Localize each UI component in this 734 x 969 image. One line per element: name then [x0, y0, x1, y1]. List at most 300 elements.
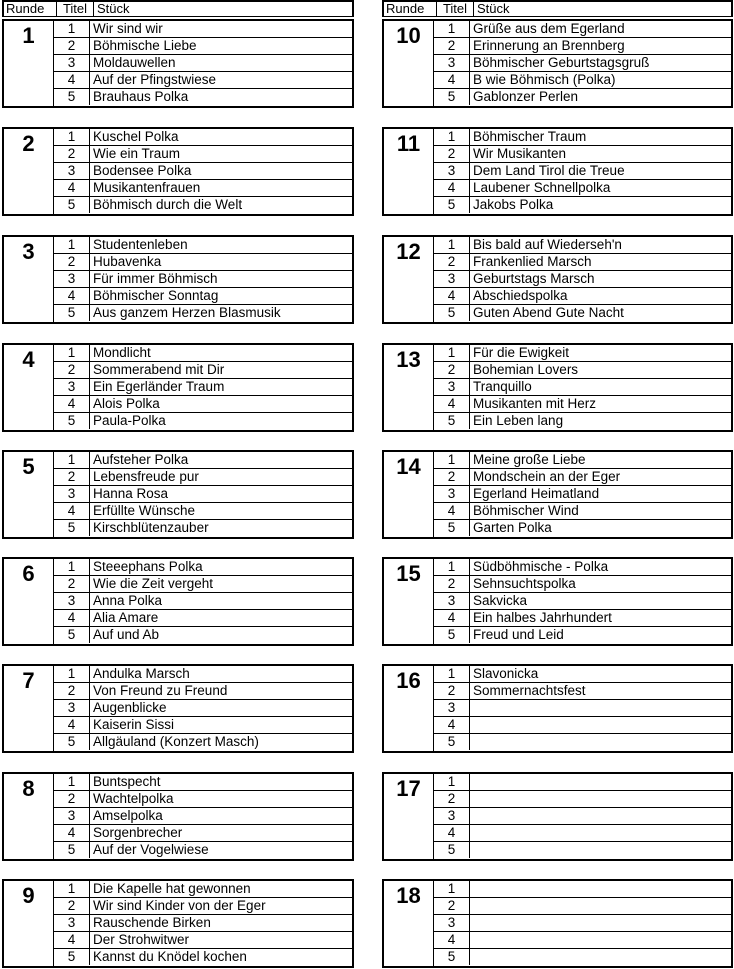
- title-number: 3: [54, 593, 90, 609]
- piece-title: Moldauwellen: [93, 55, 176, 70]
- piece-title: Lebensfreude pur: [93, 469, 199, 484]
- title-number: 2: [54, 576, 90, 592]
- table-row: [434, 881, 731, 898]
- piece-title: Bis bald auf Wiederseh'n: [473, 237, 622, 252]
- title-number: 2: [434, 898, 470, 914]
- table-row: [54, 89, 352, 105]
- piece-title: Bohemian Lovers: [473, 362, 579, 377]
- title-number: 3: [434, 915, 470, 931]
- piece-title: Augenblicke: [93, 700, 167, 715]
- title-number: 3: [54, 808, 90, 824]
- table-row: [434, 559, 731, 576]
- piece-title: Alois Polka: [93, 396, 160, 411]
- title-number: 2: [54, 791, 90, 807]
- table-row: [54, 129, 352, 146]
- table-row: [434, 180, 731, 197]
- title-number: 5: [434, 842, 470, 858]
- title-number: 5: [434, 949, 470, 965]
- title-number: 3: [54, 915, 90, 931]
- piece-title: Tranquillo: [473, 379, 532, 394]
- round-block: [2, 450, 354, 539]
- piece-title: Auf und Ab: [93, 627, 160, 642]
- title-number: 4: [54, 932, 90, 948]
- title-number: 5: [434, 520, 470, 536]
- title-number: 1: [54, 666, 90, 682]
- table-row: [54, 842, 352, 858]
- piece-title: Sommerabend mit Dir: [93, 362, 225, 377]
- table-row: [54, 72, 352, 89]
- header-stueck: Stück: [477, 1, 510, 16]
- table-row: [54, 288, 352, 305]
- table-row: [54, 503, 352, 520]
- title-number: 1: [434, 559, 470, 575]
- title-number: 2: [434, 146, 470, 162]
- piece-title: Sommernachtsfest: [473, 683, 586, 698]
- title-number: 1: [434, 666, 470, 682]
- title-number: 1: [54, 129, 90, 145]
- round-block: [2, 664, 354, 753]
- round-number: 7: [4, 666, 54, 751]
- table-row: [54, 55, 352, 72]
- table-row: [434, 55, 731, 72]
- table-row: [54, 734, 352, 750]
- table-row: [54, 627, 352, 643]
- table-row: [434, 129, 731, 146]
- table-row: [434, 72, 731, 89]
- title-number: 1: [54, 452, 90, 468]
- title-number: 2: [54, 469, 90, 485]
- title-number: 5: [54, 949, 90, 965]
- piece-title: Böhmisch durch die Welt: [93, 197, 243, 212]
- round-block: [2, 235, 354, 324]
- round-number: 6: [4, 559, 54, 644]
- piece-title: Böhmischer Geburtstagsgruß: [473, 55, 650, 70]
- table-row: [434, 254, 731, 271]
- piece-title: Kirschblütenzauber: [93, 520, 209, 535]
- title-number: 2: [434, 38, 470, 54]
- piece-title: [470, 898, 731, 914]
- piece-title: Amselpolka: [93, 808, 163, 823]
- title-number: 5: [434, 413, 470, 429]
- round-block: [382, 879, 733, 968]
- table-row: [54, 396, 352, 413]
- piece-title: Erfüllte Wünsche: [93, 503, 196, 518]
- round-block: [382, 127, 733, 216]
- table-row: [54, 345, 352, 362]
- round-number: 3: [4, 237, 54, 322]
- table-row: [54, 576, 352, 593]
- piece-title: Guten Abend Gute Nacht: [473, 305, 624, 320]
- table-row: [54, 683, 352, 700]
- table-row: [54, 38, 352, 55]
- table-row: [434, 288, 731, 305]
- title-number: 2: [54, 254, 90, 270]
- header-titel: Titel: [57, 2, 94, 16]
- table-row: [54, 898, 352, 915]
- table-row: [434, 949, 731, 965]
- table-row: [54, 791, 352, 808]
- piece-title: Sakvicka: [473, 593, 528, 608]
- title-number: 5: [54, 197, 90, 213]
- title-number: 3: [434, 700, 470, 716]
- title-number: 4: [434, 717, 470, 733]
- piece-title: Kuschel Polka: [93, 129, 179, 144]
- title-number: 1: [54, 21, 90, 37]
- piece-title: Grüße aus dem Egerland: [473, 21, 625, 36]
- table-header: [382, 0, 733, 17]
- title-number: 4: [54, 717, 90, 733]
- title-number: 4: [54, 610, 90, 626]
- title-number: 1: [54, 237, 90, 253]
- piece-title: Alia Amare: [93, 610, 159, 625]
- title-number: 4: [434, 72, 470, 88]
- table-row: [434, 774, 731, 791]
- piece-title: Andulka Marsch: [93, 666, 190, 681]
- piece-title: Meine große Liebe: [473, 452, 586, 467]
- table-row: [54, 774, 352, 791]
- piece-title: Egerland Heimatland: [473, 486, 600, 501]
- title-number: 5: [54, 89, 90, 105]
- title-number: 5: [434, 89, 470, 105]
- piece-title: [470, 842, 731, 858]
- piece-title: Rauschende Birken: [93, 915, 211, 930]
- title-number: 2: [434, 683, 470, 699]
- title-number: 1: [54, 774, 90, 790]
- title-number: 4: [54, 72, 90, 88]
- title-number: 2: [54, 38, 90, 54]
- table-row: [54, 915, 352, 932]
- table-row: [434, 593, 731, 610]
- table-row: [434, 610, 731, 627]
- header-stueck: Stück: [97, 1, 130, 16]
- table-row: [54, 254, 352, 271]
- piece-title: Anna Polka: [93, 593, 163, 608]
- table-row: [434, 700, 731, 717]
- piece-title: Laubener Schnellpolka: [473, 180, 611, 195]
- title-number: 3: [54, 55, 90, 71]
- piece-title: [470, 774, 731, 790]
- table-row: [434, 396, 731, 413]
- title-number: 4: [434, 288, 470, 304]
- title-number: 5: [434, 305, 470, 321]
- piece-title: Steeephans Polka: [93, 559, 203, 574]
- round-block: [382, 557, 733, 646]
- table-row: [54, 808, 352, 825]
- piece-title: [470, 734, 731, 750]
- piece-title: Südböhmische - Polka: [473, 559, 609, 574]
- piece-title: Aufsteher Polka: [93, 452, 189, 467]
- table-row: [434, 237, 731, 254]
- title-number: 4: [54, 396, 90, 412]
- table-row: [54, 593, 352, 610]
- title-number: 4: [54, 503, 90, 519]
- piece-title: Sorgenbrecher: [93, 825, 183, 840]
- round-number: 4: [4, 345, 54, 430]
- piece-title: [470, 808, 731, 824]
- table-row: [54, 486, 352, 503]
- table-row: [54, 379, 352, 396]
- table-row: [434, 146, 731, 163]
- round-block: [2, 127, 354, 216]
- piece-title: Kaiserin Sissi: [93, 717, 175, 732]
- table-row: [434, 452, 731, 469]
- table-row: [434, 21, 731, 38]
- title-number: 5: [54, 520, 90, 536]
- table-row: [434, 271, 731, 288]
- title-number: 1: [434, 881, 470, 897]
- title-number: 3: [54, 700, 90, 716]
- title-number: 5: [434, 734, 470, 750]
- title-number: 1: [434, 452, 470, 468]
- header-runde: Runde: [4, 2, 57, 16]
- round-number: 16: [384, 666, 434, 751]
- table-row: [434, 576, 731, 593]
- piece-title: Ein halbes Jahrhundert: [473, 610, 612, 625]
- piece-title: Die Kapelle hat gewonnen: [93, 881, 251, 896]
- table-row: [54, 469, 352, 486]
- table-row: [434, 413, 731, 429]
- title-number: 3: [434, 808, 470, 824]
- table-row: [434, 379, 731, 396]
- piece-title: Sehnsuchtspolka: [473, 576, 576, 591]
- round-number: 2: [4, 129, 54, 214]
- title-number: 2: [434, 362, 470, 378]
- title-number: 3: [54, 379, 90, 395]
- piece-title: [470, 825, 731, 841]
- table-row: [434, 808, 731, 825]
- piece-title: Böhmischer Traum: [473, 129, 587, 144]
- title-number: 4: [54, 825, 90, 841]
- table-row: [54, 520, 352, 536]
- round-number: 11: [384, 129, 434, 214]
- piece-title: Hubavenka: [93, 254, 162, 269]
- piece-title: Geburtstags Marsch: [473, 271, 595, 286]
- left-column: [2, 0, 354, 964]
- round-number: 8: [4, 774, 54, 859]
- piece-title: [470, 700, 731, 716]
- table-row: [54, 881, 352, 898]
- title-number: 2: [434, 791, 470, 807]
- round-block: [382, 664, 733, 753]
- round-number: 12: [384, 237, 434, 322]
- piece-title: Wie ein Traum: [93, 146, 181, 161]
- title-number: 2: [434, 576, 470, 592]
- table-row: [54, 163, 352, 180]
- round-block: [2, 19, 354, 108]
- piece-title: Musikantenfrauen: [93, 180, 201, 195]
- title-number: 3: [434, 379, 470, 395]
- piece-title: [470, 717, 731, 733]
- title-number: 3: [434, 55, 470, 71]
- table-row: [434, 163, 731, 180]
- round-number: 5: [4, 452, 54, 537]
- title-number: 2: [54, 683, 90, 699]
- piece-title: Auf der Vogelwiese: [93, 842, 209, 857]
- title-number: 5: [434, 197, 470, 213]
- piece-title: Wir sind Kinder von der Eger: [93, 898, 266, 913]
- piece-title: Jakobs Polka: [473, 197, 554, 212]
- title-number: 5: [54, 627, 90, 643]
- round-number: 18: [384, 881, 434, 966]
- table-row: [54, 700, 352, 717]
- title-number: 4: [434, 396, 470, 412]
- table-row: [54, 180, 352, 197]
- round-number: 14: [384, 452, 434, 537]
- title-number: 3: [54, 163, 90, 179]
- table-row: [434, 915, 731, 932]
- title-number: 1: [434, 21, 470, 37]
- table-row: [434, 503, 731, 520]
- title-number: 4: [54, 180, 90, 196]
- piece-title: Auf der Pfingstwiese: [93, 72, 217, 87]
- table-row: [54, 413, 352, 429]
- round-number: 1: [4, 21, 54, 106]
- piece-title: Von Freund zu Freund: [93, 683, 228, 698]
- title-number: 4: [434, 180, 470, 196]
- title-number: 2: [54, 362, 90, 378]
- round-number: 10: [384, 21, 434, 106]
- piece-title: Ein Leben lang: [473, 413, 564, 428]
- table-row: [434, 683, 731, 700]
- title-number: 1: [54, 881, 90, 897]
- table-row: [434, 362, 731, 379]
- round-block: [2, 557, 354, 646]
- table-row: [434, 666, 731, 683]
- table-row: [434, 38, 731, 55]
- piece-title: B wie Böhmisch (Polka): [473, 72, 616, 87]
- title-number: 1: [434, 237, 470, 253]
- title-number: 3: [434, 593, 470, 609]
- piece-title: [470, 915, 731, 931]
- piece-title: Für die Ewigkeit: [473, 345, 570, 360]
- piece-title: Der Strohwitwer: [93, 932, 190, 947]
- title-number: 5: [54, 842, 90, 858]
- title-number: 1: [54, 559, 90, 575]
- title-number: 5: [434, 627, 470, 643]
- header-titel: Titel: [437, 2, 474, 16]
- piece-title: Studentenleben: [93, 237, 188, 252]
- round-block: [382, 343, 733, 432]
- table-row: [434, 734, 731, 750]
- table-row: [54, 932, 352, 949]
- piece-title: [470, 791, 731, 807]
- table-row: [434, 345, 731, 362]
- table-row: [434, 469, 731, 486]
- title-number: 5: [54, 305, 90, 321]
- piece-title: Bodensee Polka: [93, 163, 192, 178]
- round-number: 15: [384, 559, 434, 644]
- piece-title: Böhmischer Sonntag: [93, 288, 219, 303]
- table-row: [434, 627, 731, 643]
- round-number: 17: [384, 774, 434, 859]
- piece-title: Slavonicka: [473, 666, 539, 681]
- table-row: [54, 666, 352, 683]
- round-number: 13: [384, 345, 434, 430]
- piece-title: Frankenlied Marsch: [473, 254, 592, 269]
- piece-title: Wachtelpolka: [93, 791, 174, 806]
- round-block: [382, 772, 733, 861]
- piece-title: Buntspecht: [93, 774, 161, 789]
- table-row: [54, 305, 352, 321]
- table-row: [434, 486, 731, 503]
- piece-title: Garten Polka: [473, 520, 552, 535]
- table-row: [54, 717, 352, 734]
- table-row: [54, 825, 352, 842]
- title-number: 4: [54, 288, 90, 304]
- title-number: 1: [434, 129, 470, 145]
- title-number: 3: [434, 486, 470, 502]
- table-header: [2, 0, 354, 17]
- piece-title: Abschiedspolka: [473, 288, 568, 303]
- piece-title: Erinnerung an Brennberg: [473, 38, 625, 53]
- round-block: [382, 19, 733, 108]
- table-row: [434, 197, 731, 213]
- piece-title: [470, 949, 731, 965]
- piece-title: Allgäuland (Konzert Masch): [93, 734, 259, 749]
- table-row: [54, 610, 352, 627]
- title-number: 2: [434, 469, 470, 485]
- title-number: 2: [434, 254, 470, 270]
- table-row: [54, 362, 352, 379]
- round-block: [2, 879, 354, 968]
- table-row: [54, 271, 352, 288]
- title-number: 4: [434, 932, 470, 948]
- title-number: 5: [54, 734, 90, 750]
- table-row: [434, 717, 731, 734]
- table-row: [54, 237, 352, 254]
- round-block: [382, 235, 733, 324]
- right-column: [382, 0, 733, 964]
- piece-title: Kannst du Knödel kochen: [93, 949, 247, 964]
- title-number: 3: [434, 163, 470, 179]
- piece-title: Hanna Rosa: [93, 486, 169, 501]
- table-row: [54, 197, 352, 213]
- piece-title: Aus ganzem Herzen Blasmusik: [93, 305, 281, 320]
- table-row: [54, 949, 352, 965]
- title-number: 4: [434, 825, 470, 841]
- round-block: [2, 343, 354, 432]
- piece-title: Böhmische Liebe: [93, 38, 197, 53]
- piece-title: Mondschein an der Eger: [473, 469, 621, 484]
- piece-title: Böhmischer Wind: [473, 503, 579, 518]
- title-number: 1: [434, 774, 470, 790]
- piece-title: Wir Musikanten: [473, 146, 567, 161]
- piece-title: Gablonzer Perlen: [473, 89, 579, 104]
- title-number: 5: [54, 413, 90, 429]
- title-number: 2: [54, 898, 90, 914]
- piece-title: Mondlicht: [93, 345, 151, 360]
- table-row: [54, 452, 352, 469]
- piece-title: Ein Egerländer Traum: [93, 379, 225, 394]
- table-row: [434, 89, 731, 105]
- table-row: [54, 559, 352, 576]
- table-row: [434, 791, 731, 808]
- piece-title: Dem Land Tirol die Treue: [473, 163, 625, 178]
- piece-title: [470, 881, 731, 897]
- piece-title: Brauhaus Polka: [93, 89, 189, 104]
- title-number: 3: [434, 271, 470, 287]
- piece-title: Freud und Leid: [473, 627, 564, 642]
- piece-title: Wir sind wir: [93, 21, 163, 36]
- round-block: [2, 772, 354, 861]
- piece-title: Für immer Böhmisch: [93, 271, 218, 286]
- title-number: 1: [434, 345, 470, 361]
- table-row: [434, 898, 731, 915]
- table-row: [434, 520, 731, 536]
- title-number: 2: [54, 146, 90, 162]
- title-number: 1: [54, 345, 90, 361]
- title-number: 3: [54, 271, 90, 287]
